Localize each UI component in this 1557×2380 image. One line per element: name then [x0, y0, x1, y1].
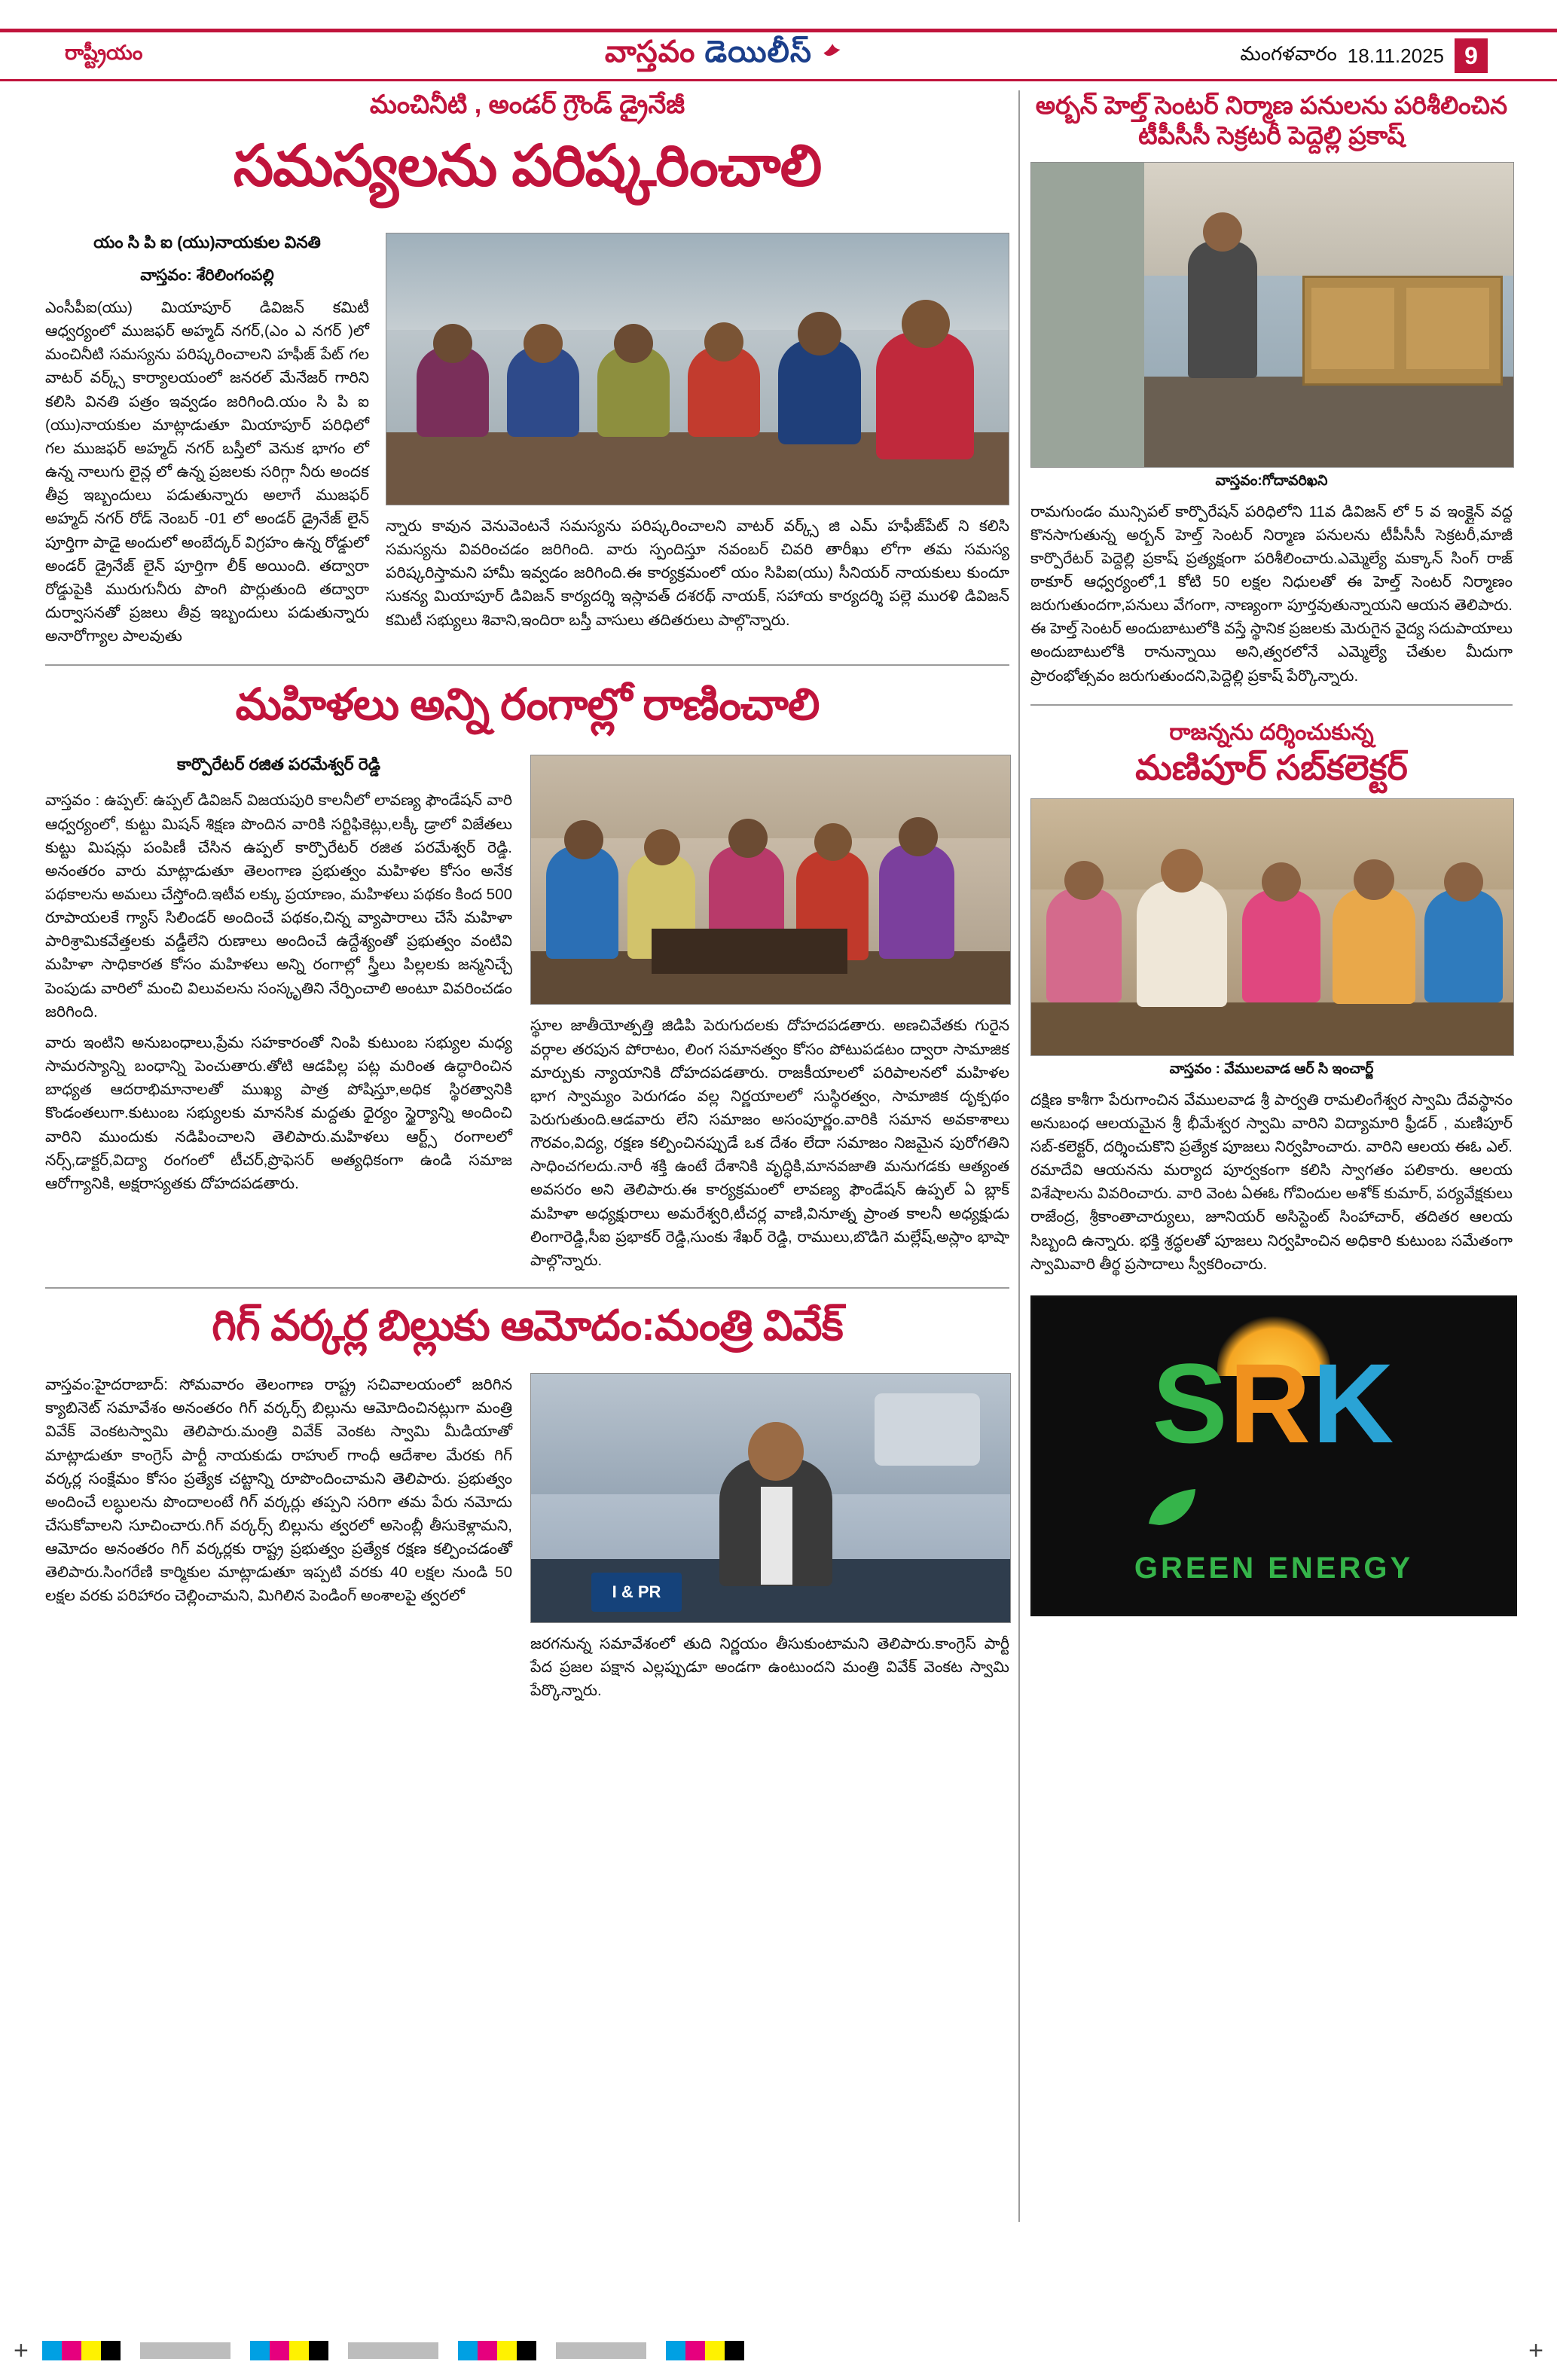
- column-divider: [1018, 90, 1020, 2222]
- story-urban-health-center: [1030, 90, 1513, 688]
- right-story2-headline: మణిపూర్ సబ్‌కలెక్టర్: [1135, 747, 1408, 787]
- swatch-group-4: [666, 2341, 744, 2360]
- minister-press-meet-photo: [530, 1373, 1011, 1623]
- section-label: రాష్ట్రీయం: [65, 41, 143, 64]
- story2-para-3: స్థూల జాతీయోత్పత్తి జిడిపి పెరుగుదలకు దోహదపడతారు. అణచివేతకు గురైన వర్గాల తరపున పోరాటం, లింగ సమానత్వం కోసం పోటుపడటం ద్వారా సామాజిక మార్పుకు న్యాయానికి దోహదపడతారు. రాజకీయాలలో పరిపాలనలో మహిళల భాగ స్వామ్యం పెరుగడం వల్ల నిర్ణయాలలో సుస్థిరత్వం, సామాజిక దృక్పథం పెరుగుతుంది.ఆడవారు లేని సమాజం అసంపూర్ణం.వారికి సమాన అవకాశాలు గౌరవం,విద్య, రక్షణ కల్పించినప్పుడే ఒక దేశం లేదా సమాజం నిజమైన పురోగతిని సాధించగలదు.నారీ శక్తి ఉంటే దేశానికి వృద్ధికి,మానవజాతి మనుగడకు ఆత్యంత అవసరం అని తెలిపారు.ఈ కార్యక్రమంలో లావణ్య ఫౌండేషన్ ఉప్పల్ ఏ బ్లాక్ మహిళా అధ్యక్షురాలు అమరేశ్వరి,టీచర్ల వాణి,వినూత్న ప్రాంత కాలనీ అధ్యక్షుడు లింగారెడ్డి,సీఐ ప్రభాకర్ రెడ్డి,సుంకు శేఖర్ రెడ్డి, రాములు,బొడిగె మల్లేష్,అస్లాం భాషా పాల్గొన్నారు.: [530, 1017, 1009, 1269]
- temple-visit-photo: [1030, 798, 1514, 1056]
- story2-headline: మహిళలు అన్ని రంగాల్లో రాణించాలి: [235, 680, 820, 730]
- health-center-inspection-photo: [1030, 162, 1514, 468]
- sewing-machine-distribution-photo: [530, 755, 1011, 1005]
- story1-kicker: మంచినీటి , అండర్ గ్రౌండ్ డ్రైనేజీ: [369, 90, 685, 119]
- story-divider-1: [45, 664, 1009, 666]
- story3-para-1: వాస్తవం:హైదరాబాద్: సోమవారం తెలంగాణ రాష్ట్ర సచివాలయంలో జరిగిన క్యాబినెట్ సమావేశం అనంతరం గిగ్ వర్కర్స్ బిల్లును ఆమోదించినట్లుగా మంత్రి వివేక్ వెంకటస్వామి తెలిపారు.మంత్రి వివేక్ వెంకట స్వామి మీడియాతో మాట్లాడుతూ కాంగ్రెస్ పార్టీ నాయకుడు రాహుల్ గాంధీ ఆదేశాల మేరకు గిగ్ వర్కర్ల సంక్షేమం కోసం ప్రత్యేక చట్టాన్ని రూపొందించామని తెలిపారు. ప్రభుత్వం అందించే లబ్ధులను పొందాలంటే గిగ్ వర్కర్లు తప్పని సరిగా తమ పేరు నమోదు చేసుకోవాలని సూచించారు.గిగ్ వర్కర్స్ బిల్లును త్వరలో అసెంబ్లీ తీసుకెళ్లామని, ఆమోదం అనంతరం గిగ్ వర్కర్లకు రాష్ట్ర ప్రభుత్వం ప్రత్యేక రక్షణ కల్పించడంతో తెలిపారు.సింగరేణి కార్మికుల మాట్లాడుతూ ఇప్పటి వరకు 40 లక్షల నుండి 50 లక్షల వరకు పరిహారం చెల్లించామని, మిగిలిన పెండింగ్ అంశాలపై త్వరలో: [45, 1376, 512, 1605]
- story1-dateline: వాస్తవం: శేరిలింగంపల్లి: [140, 267, 274, 284]
- publication-day: మంగళవారం: [1240, 41, 1337, 65]
- masthead-date-block: [1226, 38, 1557, 73]
- story1-para-2: న్నారు కావున వెనువెంటనే సమస్యను పరిష్కరించాలని వాటర్ వర్క్స్ జి ఎమ్ హఫీజ్‌పేట్ ని కలిసి సమస్యను వివరించడం జరిగింది. వారు స్పందిస్తూ నవంబర్ చివరి తారీఖు లోగా తమ సమస్య పరిష్కరిస్తామని హామీ ఇవ్వడం జరిగింది.ఈ కార్యక్రమంలో యం సిపిఐ(యు) సీనియర్ నాయకులు కుందూ సుకన్య మియాపూర్ డివిజన్ కార్యదర్శి ఇస్లావత్ దశరథ్ నాయక్, సహాయ కార్యదర్శి పల్లె మురళి డివిజన్ కమిటీ సభ్యులు శివాని,ఇందిరా బస్తీ వాసులు తదితరులు పాల్గొన్నారు.: [386, 517, 1009, 629]
- page-number: 9: [1455, 38, 1488, 73]
- right-story1-caption: వాస్తవం:గోదావరిఖని: [1215, 472, 1328, 489]
- gray-bar-2: [348, 2342, 438, 2359]
- story-manipur-subcollector: [1030, 719, 1513, 1276]
- story2-para-2: వారు ఇంటిని అనుబంధాలు,ప్రేమ సహకారంతో నింపి కుటుంబ సభ్యుల మధ్య సామరస్యాన్ని బంధాన్ని పెంచుతారు.తోటి ఆడపిల్ల పట్ల మరింత ఉద్ధారించిన బాధ్యత ఆదరాభిమానాలతో ముఖ్య పాత్ర పోషిస్తూ,అధిక స్థిరత్వానికి కొండంతలుగా.కుటుంబ సభ్యులకు మానసిక మద్దతు ధైర్యం స్థైర్యాన్ని అందించి వారిని ముందుకు నడిపించాలని తెలిపారు.మహిళలు ఆర్ట్స్ రంగాలలో నర్స్,డాక్టర్,విద్యా రంగంలో టీచర్,ప్రొఫెసర్ అత్యధికంగా ఉండి సమాజ ఆరోగ్యానికి, అక్షరాస్యతకు దోహదపడతారు.: [45, 1033, 512, 1192]
- masthead: [0, 29, 1557, 81]
- right-story1-body: రామగుండం మున్సిపల్ కార్పొరేషన్ పరిధిలోని 11వ డివిజన్ లో 5 వ ఇంక్లైన్ వద్ద కొనసాగుతున్న అర్బన్ హెల్త్ సెంటర్ నిర్మాణ పనులను టీపీసీసీ సెక్రటరీ,మాజీ కార్పొరేటర్ పెద్దెల్లి ప్రకాష్ ప్రత్యక్షంగా పరిశీలించారు.ఎమ్మెల్యే మక్కాన్ సింగ్ రాజ్ ఠాకూర్ ఆధ్వర్యంలో,1 కోటి 50 లక్షల నిధులతో ఈ హెల్త్ సెంటర్ నిర్మాణం జరుగుతుందగా,పనులు వేగంగా, నాణ్యంగా పూర్తవుతున్నాయని ఆయన తెలిపారు. ఈ హెల్త్ సెంటర్ అందుబాటులోకి వస్తే స్థానిక ప్రజలకు మెరుగైన వైద్య సదుపాయాలు అందుబాటులోకి రానున్నాయి అని,త్వరలోనే ఎమ్మెల్యే చేతుల మీదుగా ప్రారంభోత్సవం జరుగుతుందని,పెద్దెల్లి ప్రకాష్ పేర్కొన్నారు.: [1030, 502, 1513, 685]
- right-story2-caption: వాస్తవం : వేములవాడ ఆర్ సి ఇంచార్జ్: [1169, 1060, 1374, 1077]
- press-badge: I & PR: [591, 1573, 682, 1612]
- advert-tagline: GREEN ENERGY: [1134, 1551, 1414, 1585]
- right-story1-headline: అర్బన్ హెల్త్ సెంటర్ నిర్మాణ పనులను పరిశీలించిన టీపీసీసీ సెక్రటరీ పెద్దెల్లి ప్రకాష్: [1035, 91, 1508, 150]
- story1-headline: సమస్యలను పరిష్కరించాలి: [233, 134, 822, 198]
- swatch-group-3: [458, 2341, 536, 2360]
- advert-brand-s: S: [1152, 1339, 1229, 1466]
- right-story2-body: దక్షిణ కాశీగా పేరుగాంచిన వేములవాడ శ్రీ పార్వతి రామలింగేశ్వర స్వామి దేవస్థానం అనుబంధ ఆలయమైన శ్రీ భీమేశ్వర స్వామి వారిని విద్యామారి ఫ్రీడర్ , మణిపూర్ సబ్-కలెక్టర్, దర్శించుకొని ప్రత్యేక పూజలు నిర్వహించారు. వారిని ఆలయ ఈఓ ఎల్. రమాదేవి ఆయనను మర్యాద పూర్వకంగా కలిసి స్వాగతం పలికారు. ఆలయ విశేషాలను వివరించారు. వారి వెంట ఏఈఓ గోవిందుల అశోక్ కుమార్, పర్యవేక్షకులు రాజేంద్ర, శ్రీకాంతాచార్యులు, జూనియర్ అసిస్టెంట్ సింహాచార్, తదితర ఆలయ సిబ్బంది ఉన్నారు. భక్తి శ్రద్ధలతో పూజలు నిర్వహించిన అధికారి కుటుంబ సమేతంగా స్వామివారి తీర్థ ప్రసాదాలు స్వీకరించారు.: [1030, 1091, 1513, 1273]
- newspaper-title: [226, 35, 1226, 77]
- advert-brand-k: K: [1312, 1339, 1396, 1466]
- registration-mark-left: +: [14, 2336, 29, 2365]
- swatch-group-2: [250, 2341, 328, 2360]
- story-water-drainage: [45, 90, 1009, 648]
- advert-brand: [1033, 1338, 1515, 1469]
- registration-mark-right: +: [1528, 2336, 1543, 2365]
- newspaper-title-main: వాస్తవం: [604, 35, 696, 69]
- main-column: [45, 90, 1009, 1703]
- story1-para-1: ఎంసీపీఐ(యు) మియాపూర్ డివిజన్ కమిటీ ఆధ్వర్యంలో ముజఫర్ అహ్మద్ నగర్,(ఎం ఎ నగర్ )లో మంచినీటి సమస్యను పరిష్కరించాలని హఫీజ్ పేట్ గల వాటర్ వర్క్స్ కార్యాలయంలో జనరల్ మేనేజర్ గారిని కలిసి వినతి పత్రం ఇవ్వడం జరిగింది.యం సి పి ఐ (యు)నాయకుల మాట్లాడుతూ మియాపూర్ పరిధిలో గల ముజఫర్ అహ్మద్ నగర్ బస్తీలో వెనుక భాగం లో ఉన్న నాలుగు లైన్ల లో ఉన్న ప్రజలకు సరిగ్గా నీరు అందక తీవ్ర ఇబ్బందులు పడుతున్నారు అలాగే ముజఫర్ అహ్మద్ నగర్ రోడ్ నెంబర్ -01 లో అండర్ డ్రైనేజ్ లైన్ పూర్తిగా పాడై అందులో అంబేద్కర్ విగ్రహం ఉన్న రోడ్డులో అండర్ డ్రైనేజ్ లైన్ పూర్తిగా లీక్ అయింది. తద్వారా రోడ్డుపైకి మురుగునీరు పొంగి పొర్లుతుంది తద్వారా దుర్వాసనతో ప్రజలు తీవ్ర ఇబ్బందులు పడుతున్నారు అనారోగ్యాల పాలవుతు: [45, 299, 369, 645]
- right-divider-1: [1030, 704, 1513, 706]
- advert-brand-r: R: [1229, 1339, 1313, 1466]
- story2-para-1: వాస్తవం : ఉప్పల్: ఉప్పల్ డివిజన్ విజయపురి కాలనీలో లావణ్య ఫౌండేషన్ వారి ఆధ్వర్యంలో, కుట్టు మిషన్ శిక్షణ పొందిన వారికి సర్టిఫికెట్లు,లక్కీ డ్రాలో విజేతలు కుట్టు మిషన్లు పంపిణీ చేసిన ఉప్పల్ కార్పొరేటర్ రజిత పరమేశ్వర్ రెడ్డి. అనంతరం వారు మాట్లాడుతూ తెలంగాణ ప్రభుత్వం మహిళల కోసం అనేక పథకాలను అమలు చేస్తోంది.ఇటీవ లక్కు ప్రయాణం, మహిళలు పథకం కింద 500 రూపాయలకే గ్యాస్ సిలిండర్ అందించే పథకం,చిన్న వ్యాపారాలు చేసే మహిళా పారిశ్రామికవేత్తలకు వడ్డీలేని రుణాలు అందించే ఉద్దేశ్యంతో ప్రభుత్వం వంటివి మహిళా సాధికారత కోసం మహిళలు అన్ని రంగాల్లో స్త్రీలు పిల్లలకు జన్మనిచ్చే పెంపుడు వారిలో మంచి విలువలను సంస్కృతిని నేర్పించాలి అంటూ వివరించడం జరిగింది.: [45, 792, 512, 1021]
- newspaper-title-sub: డెయిలీస్: [704, 35, 812, 69]
- story-women-empowerment: [45, 679, 1009, 1272]
- story-divider-2: [45, 1287, 1009, 1289]
- story1-byline: యం సి పి ఐ (యు)నాయకుల వినతి: [93, 233, 321, 252]
- meeting-photo-water-works: [386, 233, 1009, 505]
- gray-bar-3: [556, 2342, 646, 2359]
- story3-headline: గిగ్ వర్కర్ల బిల్లుకు ఆమోదం:మంత్రి వివేక్: [212, 1301, 843, 1350]
- publication-date: 18.11.2025: [1347, 44, 1444, 67]
- print-registration-footer: [0, 2321, 1557, 2380]
- bird-icon: [821, 36, 847, 62]
- leaf-icon: [1146, 1486, 1198, 1528]
- story-gig-workers-bill: [45, 1301, 1009, 1702]
- swatch-group-1: [42, 2341, 121, 2360]
- gray-bar-1: [140, 2342, 230, 2359]
- right-column: [1030, 90, 1513, 1616]
- advertisement-srk-green-energy[interactable]: [1030, 1295, 1517, 1616]
- story2-byline: కార్పొరేటర్ రజిత పరమేశ్వర్ రెడ్డి: [176, 755, 381, 774]
- right-story2-kicker: రాజన్నను దర్శించుకున్న: [1169, 719, 1374, 745]
- story3-para-2: జరగనున్న సమావేశంలో తుది నిర్ణయం తీసుకుంటామని తెలిపారు.కాంగ్రెస్ పార్టీ పేద ప్రజల పక్షాన ఎల్లప్పుడూ అండగా ఉంటుందని మంత్రి వివేక్ వెంకట స్వామి పేర్కొన్నారు.: [530, 1635, 1009, 1700]
